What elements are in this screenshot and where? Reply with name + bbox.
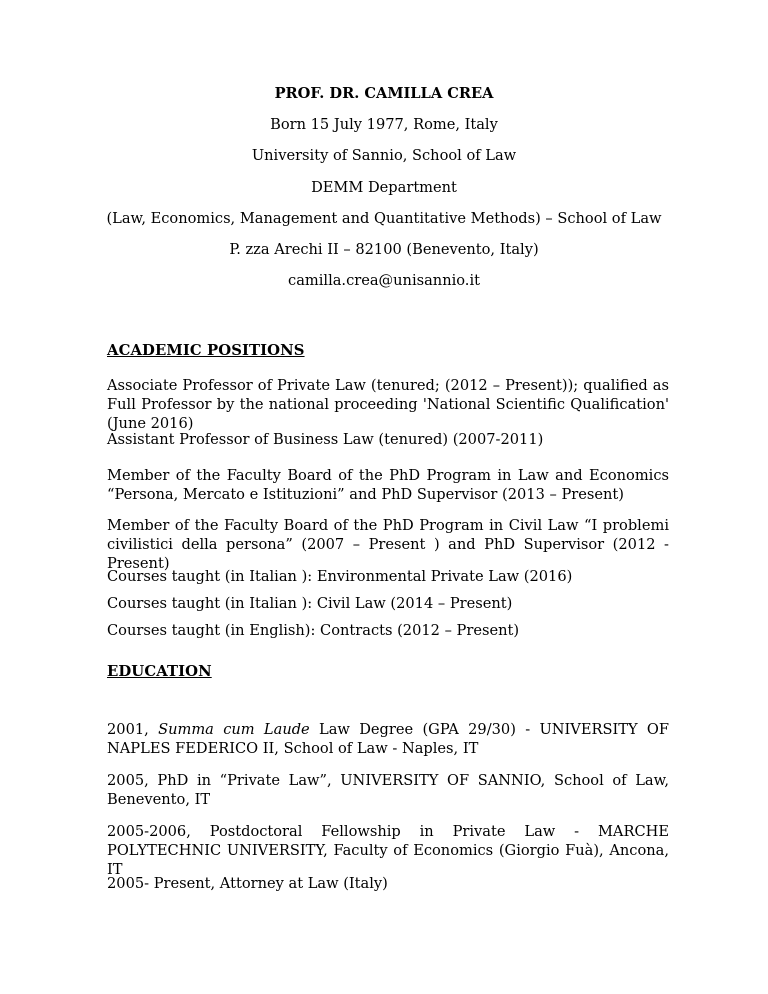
course-text: Courses taught (in Italian ): Civil Law (2014 – Present)	[107, 595, 513, 612]
academic-position-1	[107, 376, 669, 433]
cv-header	[0, 84, 768, 302]
academic-position-2	[107, 430, 669, 449]
education-text	[107, 720, 669, 758]
position-text: Member of the Faculty Board of the PhD Program in Civil Law “I problemi civilistici della persona” (2007 – Present ) and PhD Supervisor (2012 - Present)	[107, 517, 669, 572]
email-address: camilla.crea@unisannio.it	[288, 272, 480, 290]
honors-text: Summa cum Laude	[158, 721, 310, 738]
person-name: PROF. DR. CAMILLA CREA	[274, 85, 494, 102]
university-name: University of Sannio, School of Law	[251, 147, 517, 165]
academic-position-4	[107, 516, 669, 573]
department-full-name: (Law, Economics, Management and Quantitative Methods) – School of Law	[106, 209, 662, 227]
department-name: DEMM Department	[311, 178, 457, 196]
education-text: 2005, PhD in “Private Law”, UNIVERSITY OF SANNIO, School of Law, Benevento, IT	[107, 772, 669, 808]
postal-address: P. zza Arechi II – 82100 (Benevento, Italy)	[229, 240, 539, 258]
position-text: Associate Professor of Private Law (tenured; (2012 – Present)); qualified as Full Professor by the national proceeding 'National Scientific Qualification' (June 2016)	[107, 377, 669, 432]
position-text: Assistant Professor of Business Law (tenured) (2007-2011)	[107, 431, 544, 448]
education-heading: EDUCATION	[107, 663, 212, 680]
birth-info: Born 15 July 1977, Rome, Italy	[270, 116, 498, 134]
education-postdoc	[107, 822, 669, 879]
course-civil-law	[107, 594, 669, 613]
education-text: 2005-2006, Postdoctoral Fellowship in Private Law - MARCHE POLYTECHNIC UNIVERSITY, Faculty of Economics (Giorgio Fuà), Ancona, IT	[107, 823, 669, 878]
degree-details: Law Degree (GPA 29/30) - UNIVERSITY OF NAPLES FEDERICO II, School of Law - Naples, IT	[107, 721, 670, 757]
course-text: Courses taught (in English): Contracts (2012 – Present)	[107, 622, 520, 639]
course-environmental-private-law	[107, 567, 669, 586]
course-text: Courses taught (in Italian ): Environmental Private Law (2016)	[107, 568, 573, 585]
position-text: Member of the Faculty Board of the PhD Program in Law and Economics “Persona, Mercato e Istituzioni” and PhD Supervisor (2013 – Present)	[107, 467, 669, 503]
academic-positions-heading: ACADEMIC POSITIONS	[107, 342, 305, 359]
education-phd	[107, 771, 669, 809]
course-contracts	[107, 621, 669, 640]
education-law-degree	[107, 720, 669, 758]
academic-position-3	[107, 466, 669, 504]
degree-year: 2001,	[107, 721, 159, 738]
education-attorney	[107, 874, 669, 893]
education-text: 2005- Present, Attorney at Law (Italy)	[107, 875, 388, 892]
